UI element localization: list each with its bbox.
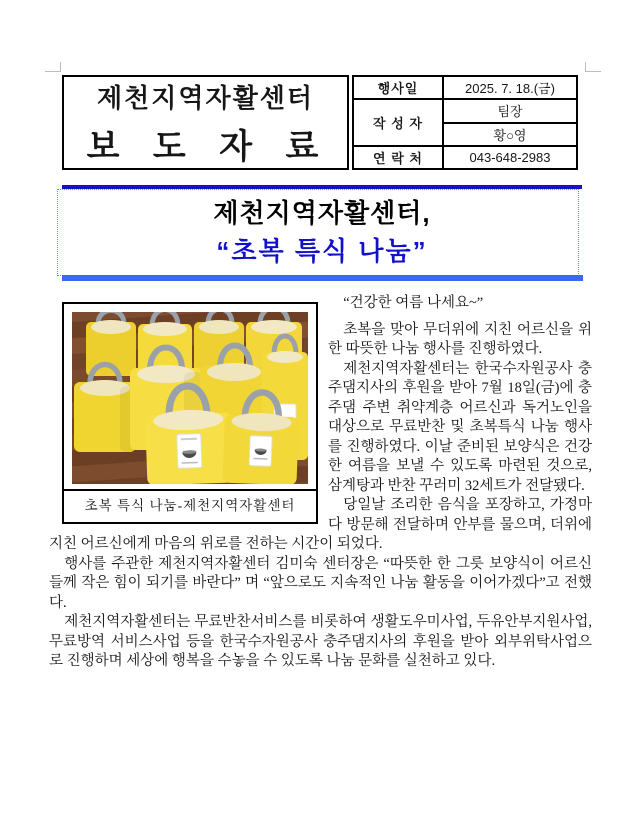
paragraph-greeting: “건강한 여름 나세요~” bbox=[343, 295, 484, 311]
article-body bbox=[49, 294, 592, 672]
paragraph: 초복을 맞아 무더위에 지친 어르신을 위한 따뜻한 나눔 행사를 진행하였다. bbox=[328, 321, 592, 357]
writer-name: 황○영 bbox=[443, 123, 577, 146]
page-corner-mark-left bbox=[45, 62, 61, 72]
page-corner-mark-right bbox=[585, 62, 601, 72]
writer-label: 작 성 자 bbox=[353, 99, 443, 146]
title-top-rule bbox=[62, 185, 582, 189]
contact-label: 연 락 처 bbox=[353, 146, 443, 169]
paragraph: 행사를 주관한 제천지역자활센터 김미숙 센터장은 “따뜻한 한 그릇 보양식이 어르신들께 작은 힘이 되기를 바란다” 며 “앞으로도 지속적인 나눔 활동을 이어가겠다”고 전했다. bbox=[49, 555, 592, 611]
yellow-gift-bags-photo bbox=[72, 312, 308, 484]
paragraph: 당일날 조리한 음식을 포장하고, 가정마다 방문해 전달하며 안부를 물으며, 더위에 지친 어르신에게 마음의 위로를 전하는 시간이 되었다. bbox=[49, 497, 592, 552]
photo-frame bbox=[64, 304, 316, 489]
org-name: 제천지역자활센터 bbox=[97, 82, 314, 113]
doc-type-title: 보 도 자 료 bbox=[86, 127, 331, 166]
photo-figure bbox=[62, 302, 318, 524]
title-bottom-rule bbox=[62, 275, 583, 281]
bag-label bbox=[177, 434, 202, 469]
photo-caption: 초복 특식 나눔-제천지역자활센터 bbox=[64, 489, 316, 522]
headline-line2: “초복 특식 나눔” bbox=[216, 236, 428, 266]
paragraph: 제천지역자활센터는 한국수자원공사 충주댐지사의 후원을 받아 7월 18일(금)에 충주댐 주변 취약계층 어르신과 독거노인을 대상으로 무료반찬 및 초복특식 나눔 행사를 진행하였다. 이날 준비된 보양식은 건강한 여름을 보낼 수 있도록 마련된 것으로, 삼계탕과 반찬 꾸러미 32세트가 전달됐다. bbox=[328, 360, 592, 494]
event-date-label: 행사일 bbox=[353, 76, 443, 99]
masthead-info-table bbox=[352, 75, 578, 170]
writer-title: 팀장 bbox=[443, 99, 577, 122]
paragraph: 제천지역자활센터는 무료반찬서비스를 비롯하여 생활도우미사업, 두유안부지원사업, 무료방역 서비스사업 등을 한국수자원공사 충주댐지사의 후원을 받아 외부위탁사업으로 진행하며 세상에 행복을 수놓을 수 있도록 나눔 문화를 실천하고 있다. bbox=[49, 614, 592, 669]
headline-line1: 제천지역자활센터, bbox=[213, 198, 431, 228]
headline bbox=[62, 194, 582, 270]
contact-value: 043-648-2983 bbox=[443, 146, 577, 169]
event-date-value: 2025. 7. 18.(금) bbox=[443, 76, 577, 99]
bag-label bbox=[249, 436, 272, 467]
masthead-box bbox=[62, 75, 349, 170]
